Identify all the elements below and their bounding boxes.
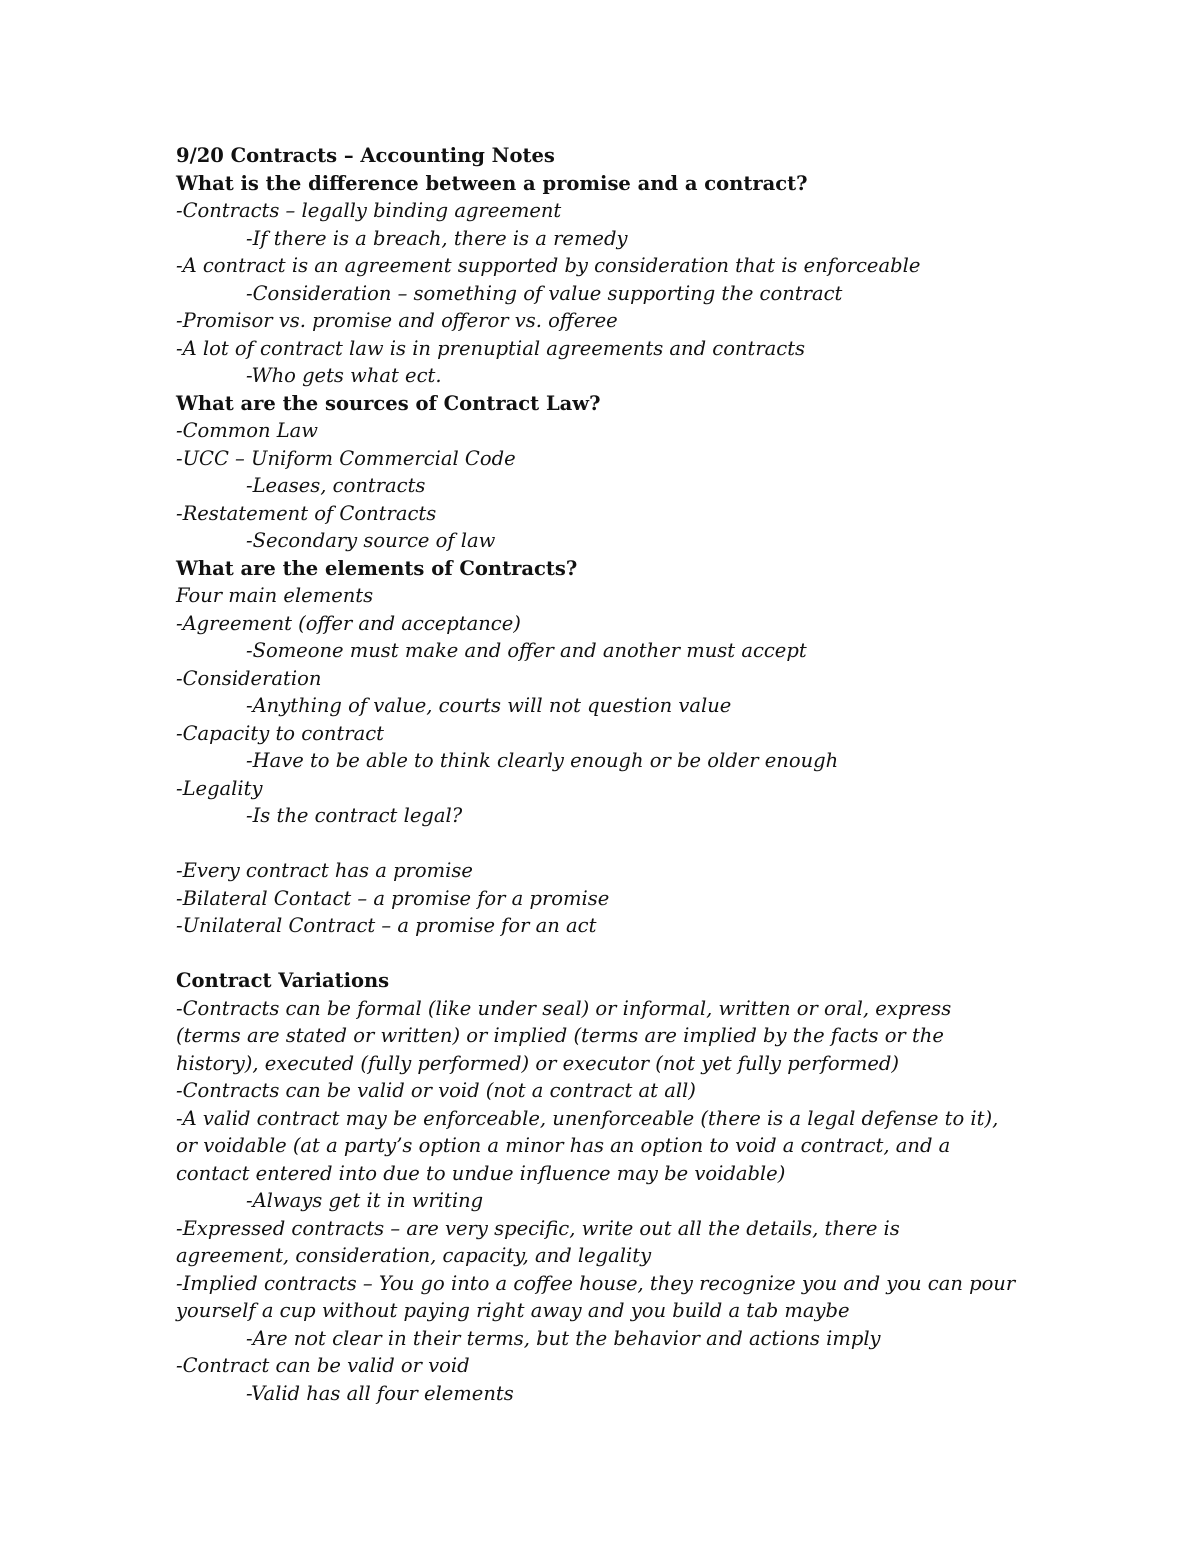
section-heading: What is the difference between a promise and a contract? bbox=[176, 171, 808, 195]
document-title: 9/20 Contracts – Accounting Notes bbox=[176, 144, 555, 167]
note-line: -Legality bbox=[176, 776, 263, 800]
note-line: -Consideration bbox=[176, 666, 322, 690]
note-line: -A lot of contract law is in prenuptial agreements and contracts bbox=[176, 336, 806, 360]
note-subline: -Is the contract legal? bbox=[246, 804, 463, 827]
note-line: -Promisor vs. promise and offeror vs. offeree bbox=[176, 309, 618, 332]
section-heading: Contract Variations bbox=[176, 969, 390, 992]
note-subline: -Anything of value, courts will not question value bbox=[246, 694, 732, 717]
note-subline: -Are not clear in their terms, but the behavior and actions imply bbox=[246, 1326, 881, 1350]
note-paragraph: -A valid contract may be enforceable, unenforceable (there is a legal defense to it), or voidable (at a party’s option a minor has an option to void a contract, and a contact entered into due to undue influence may be voidable) bbox=[176, 1106, 999, 1185]
note-subline: -Consideration – something of value supporting the contract bbox=[246, 281, 843, 305]
note-line: -Unilateral Contract – a promise for an act bbox=[176, 914, 597, 937]
note-line: -Contracts can be valid or void (not a contract at all) bbox=[176, 1079, 696, 1102]
note-subline: -Someone must make and offer and another must accept bbox=[246, 639, 807, 662]
note-subline: -Leases, contracts bbox=[246, 474, 426, 497]
note-line: -Restatement of Contracts bbox=[176, 501, 437, 525]
note-subline: -If there is a breach, there is a remedy bbox=[246, 226, 628, 250]
note-paragraph: -Expressed contracts – are very specific, write out all the details, there is agreement, consideration, capacity, and legality bbox=[176, 1216, 900, 1267]
note-line: -Bilateral Contact – a promise for a promise bbox=[176, 886, 610, 910]
note-line: -UCC – Uniform Commercial Code bbox=[176, 446, 516, 470]
note-line: -Every contract has a promise bbox=[176, 859, 473, 882]
note-line: -Contracts – legally binding agreement bbox=[176, 199, 562, 222]
note-paragraph: -Contracts can be formal (like under seal) or informal, written or oral, express (terms are stated or written) or implied (terms are implied by the facts or the history), executed (fully performed) or executor (not yet fully performed) bbox=[176, 996, 952, 1075]
note-line: Four main elements bbox=[176, 584, 374, 607]
note-subline: -Who gets what ect. bbox=[246, 364, 442, 387]
note-line: -Contract can be valid or void bbox=[176, 1354, 470, 1377]
blank-line bbox=[176, 940, 1016, 968]
note-line: -Common Law bbox=[176, 419, 318, 442]
note-line: -A contract is an agreement supported by consideration that is enforceable bbox=[176, 254, 921, 277]
section-heading: What are the elements of Contracts? bbox=[176, 556, 578, 580]
note-line: -Capacity to contract bbox=[176, 721, 384, 745]
note-subline: -Have to be able to think clearly enough or be older enough bbox=[246, 749, 839, 772]
section-heading: What are the sources of Contract Law? bbox=[176, 391, 601, 415]
document-body bbox=[176, 142, 1016, 1407]
note-subline: -Secondary source of law bbox=[246, 529, 496, 552]
note-line: -Agreement (offer and acceptance) bbox=[176, 611, 521, 635]
note-subline: -Always get it in writing bbox=[246, 1189, 484, 1212]
note-subline: -Valid has all four elements bbox=[246, 1381, 514, 1405]
blank-line bbox=[176, 830, 1016, 858]
note-paragraph: -Implied contracts – You go into a coffee house, they recognize you and you can pour yourself a cup without paying right away and you build a tab maybe bbox=[176, 1271, 1016, 1322]
